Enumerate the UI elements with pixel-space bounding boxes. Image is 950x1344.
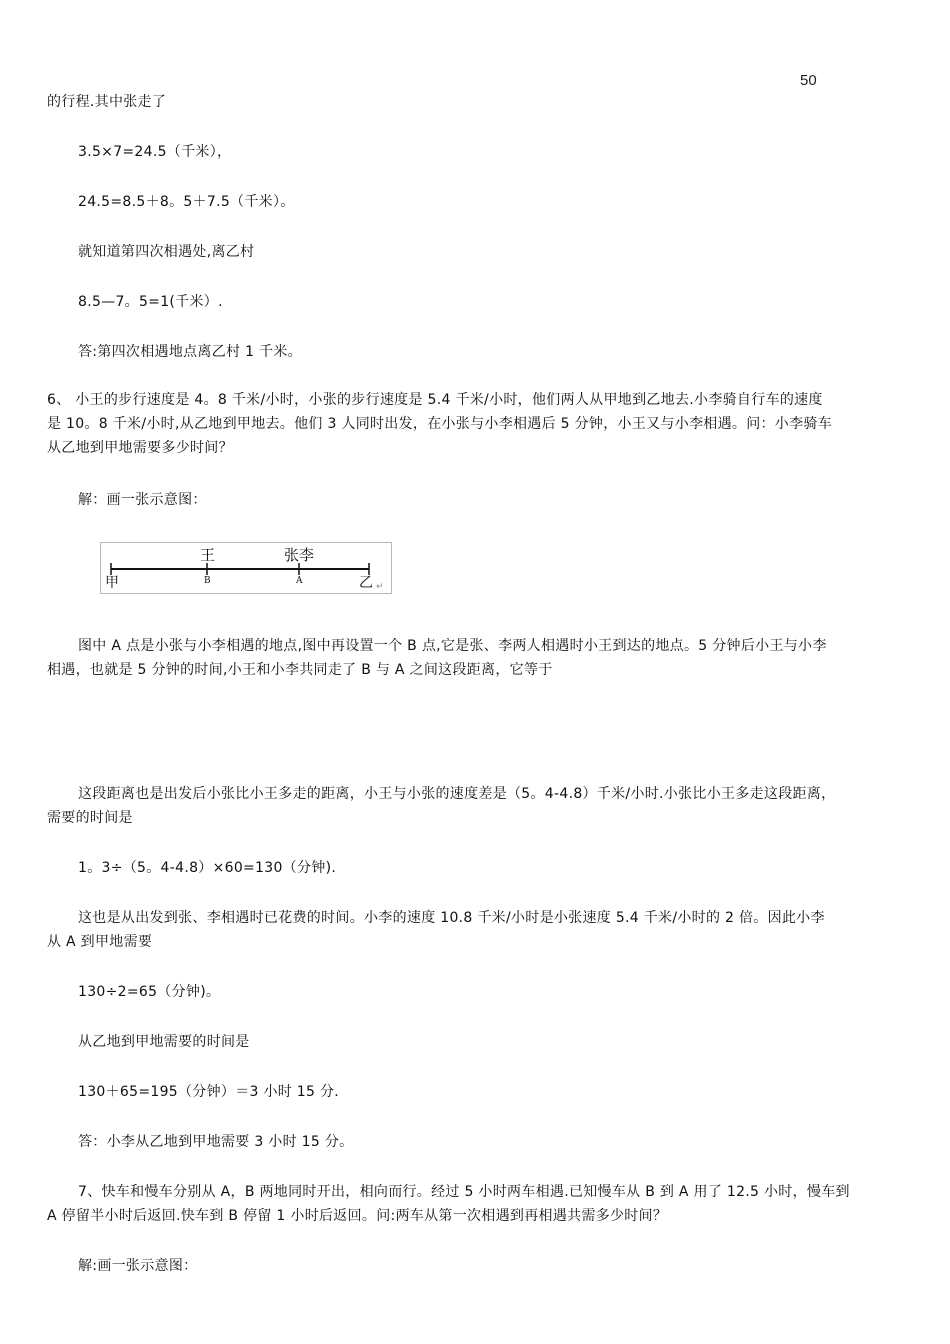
- point-b-label: B: [204, 576, 211, 586]
- solution-heading: 解:画一张示意图：: [78, 1258, 198, 1274]
- equation-line: 130÷2=65（分钟)。: [78, 984, 221, 1000]
- route-diagram-svg: [101, 543, 391, 593]
- problem-7-line: 7、快车和慢车分别从 A，B 两地同时开出，相向而行。经过 5 小时两车相遇.已知慢车从 B 到 A 用了 12.5 小时，慢车到: [78, 1184, 850, 1200]
- problem-6-line: 是 10。8 千米/小时,从乙地到甲地去。他们 3 人同时出发，在小张与小李相遇后 5 分钟，小王又与小李相遇。问：小李骑车: [47, 416, 833, 432]
- text-line: 的行程.其中张走了: [47, 94, 167, 110]
- return-mark-icon: ↵: [376, 582, 384, 592]
- start-label: 甲: [105, 575, 119, 591]
- text-line: 这也是从出发到张、李相遇时已花费的时间。小李的速度 10.8 千米/小时是小张速度 5.4 千米/小时的 2 倍。因此小李: [78, 910, 825, 926]
- answer-line: 答：小李从乙地到甲地需要 3 小时 15 分。: [78, 1134, 354, 1150]
- text-line: 从乙地到甲地需要的时间是: [78, 1034, 250, 1050]
- page-number: 50: [800, 72, 817, 89]
- text-line: 从 A 到甲地需要: [47, 934, 153, 950]
- equation-line: 1。3÷（5。4-4.8）×60=130（分钟).: [78, 860, 337, 876]
- point-a-label: A: [296, 576, 303, 586]
- text-line: 答:第四次相遇地点离乙村 1 千米。: [78, 344, 302, 360]
- end-label: 乙: [359, 575, 373, 591]
- problem-6-line: 从乙地到甲地需要多少时间？: [47, 440, 233, 456]
- equation-line: 130＋65=195（分钟）＝3 小时 15 分.: [78, 1084, 340, 1100]
- text-line: 图中 A 点是小张与小李相遇的地点,图中再设置一个 B 点,它是张、李两人相遇时小王到达的地点。5 分钟后小王与小李: [78, 638, 827, 654]
- text-line: 需要的时间是: [47, 810, 133, 826]
- text-line: 8.5—7。5=1(千米）.: [78, 294, 223, 310]
- text-line: 3.5×7=24.5（千米），: [78, 144, 232, 160]
- zhang-li-label: 张李: [284, 546, 315, 564]
- wang-label: 王: [200, 546, 216, 564]
- text-line: 这段距离也是出发后小张比小王多走的距离，小王与小张的速度差是（5。4-4.8）千米/小时.小张比小王多走这段距离，: [78, 786, 836, 802]
- text-line: 就知道第四次相遇处,离乙村: [78, 244, 255, 260]
- solution-heading: 解：画一张示意图：: [78, 492, 207, 508]
- problem-6-line: 6、 小王的步行速度是 4。8 千米/小时，小张的步行速度是 5.4 千米/小时，他们两人从甲地到乙地去.小李骑自行车的速度: [47, 392, 823, 408]
- text-line: 相遇，也就是 5 分钟的时间,小王和小李共同走了 B 与 A 之间这段距离，它等于: [47, 662, 553, 678]
- text-line: 24.5=8.5＋8。5＋7.5（千米）。: [78, 194, 295, 210]
- route-diagram: [100, 542, 392, 594]
- problem-7-line: A 停留半小时后返回.快车到 B 停留 1 小时后返回。问:两车从第一次相遇到再相遇共需多少时间？: [47, 1208, 668, 1224]
